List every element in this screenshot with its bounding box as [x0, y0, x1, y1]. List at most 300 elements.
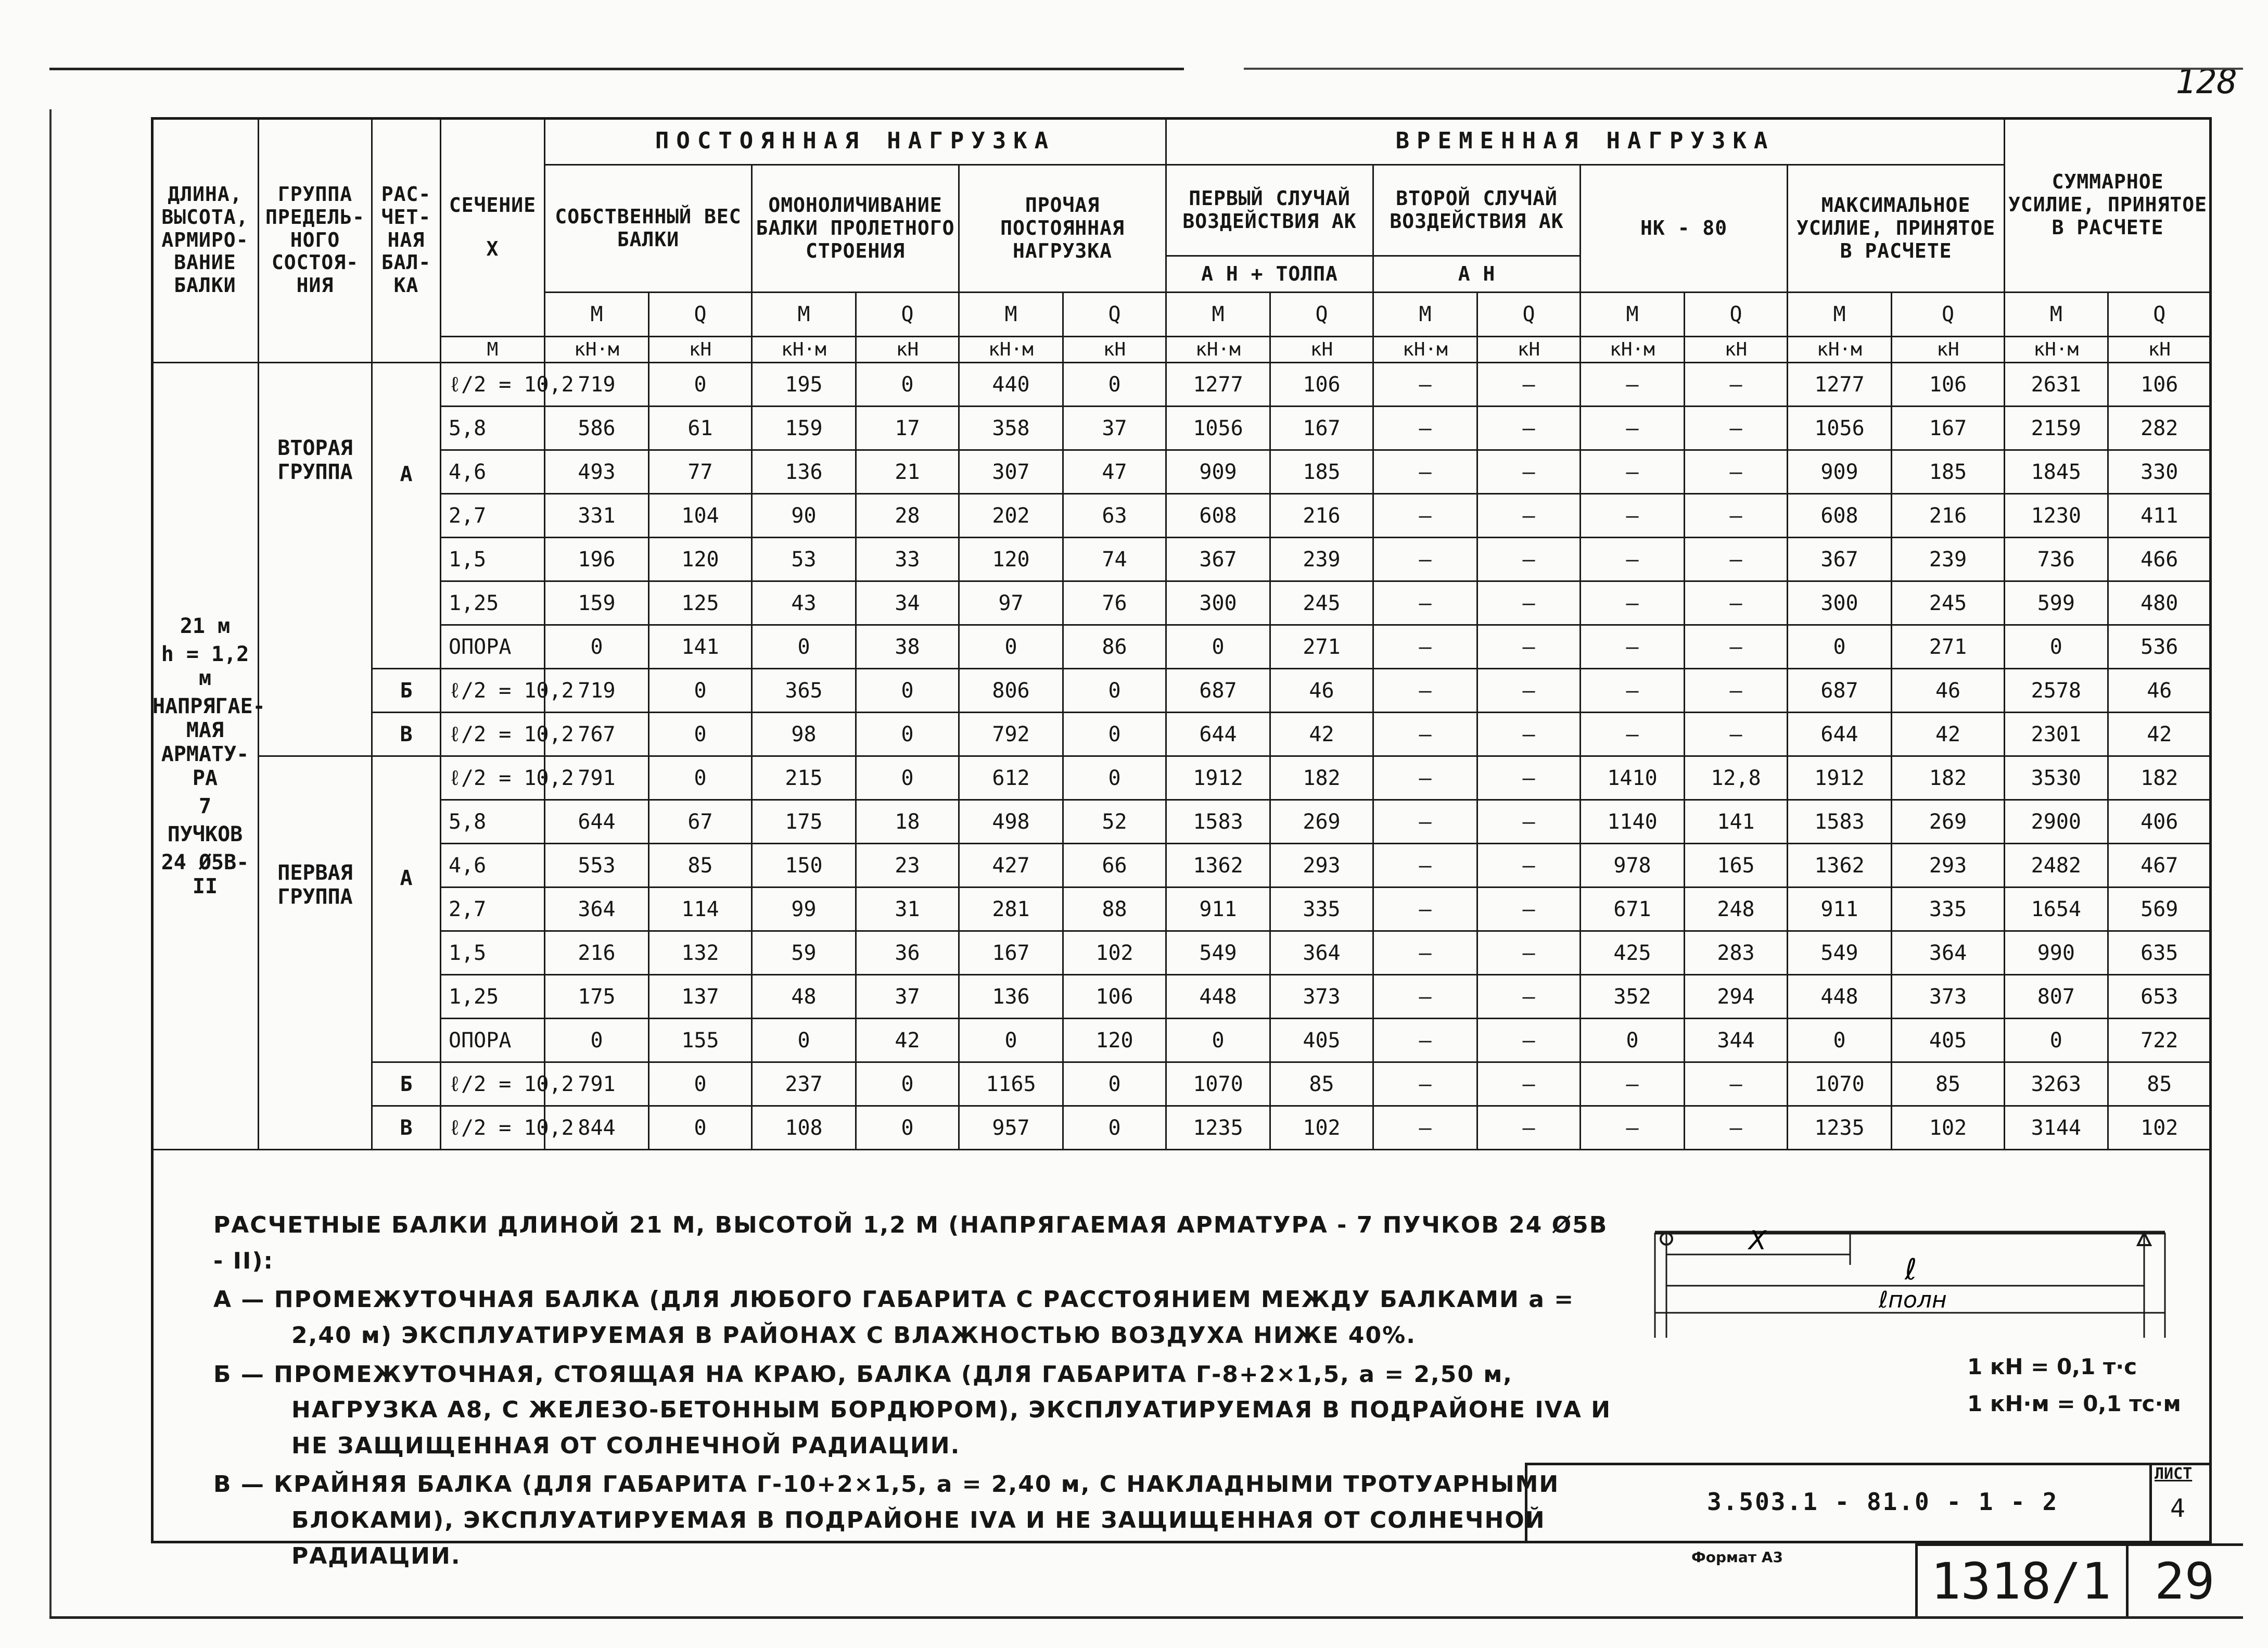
value-cell: — [1581, 363, 1685, 407]
value-cell: 411 [2108, 494, 2211, 538]
value-cell: — [1373, 494, 1477, 538]
value-cell: 66 [1063, 844, 1166, 888]
value-cell: 31 [856, 888, 959, 931]
value-cell: 216 [1892, 494, 2005, 538]
unit-m: кН·м [1373, 337, 1477, 363]
value-cell: 3144 [2005, 1106, 2108, 1150]
beam-v-label: В [372, 1106, 441, 1150]
value-cell: 245 [1270, 581, 1373, 625]
value-cell: 586 [545, 407, 649, 450]
value-cell: 0 [856, 669, 959, 713]
value-cell: 293 [1892, 844, 2005, 888]
table-row [152, 581, 2211, 625]
value-cell: 33 [856, 538, 959, 581]
value-cell: 0 [959, 625, 1063, 669]
value-cell: 0 [1166, 625, 1270, 669]
value-cell: — [1477, 669, 1581, 713]
value-cell: 1912 [1166, 756, 1270, 800]
album-box-divider [2126, 1543, 2129, 1616]
value-cell: — [1685, 538, 1788, 581]
value-cell: 300 [1788, 581, 1892, 625]
value-cell: 182 [1892, 756, 2005, 800]
value-cell: 106 [1270, 363, 1373, 407]
value-cell: 271 [1270, 625, 1373, 669]
value-cell: 335 [1270, 888, 1373, 931]
value-cell: 536 [2108, 625, 2211, 669]
value-cell: 331 [545, 494, 649, 538]
table-row [152, 494, 2211, 538]
value-cell: 300 [1166, 581, 1270, 625]
value-cell: — [1685, 363, 1788, 407]
reinf-type: 24 Ø5В-II [161, 850, 249, 898]
value-cell: 405 [1892, 1019, 2005, 1062]
value-cell: 569 [2108, 888, 2211, 931]
value-cell: — [1685, 407, 1788, 450]
temporary-load-header: ВРЕМЕННАЯ НАГРУЗКА [1166, 118, 2005, 165]
unit-m: кН·м [2005, 337, 2108, 363]
value-cell: 46 [2108, 669, 2211, 713]
unit-q: кН [649, 337, 752, 363]
table-body [152, 363, 2211, 1150]
value-cell: 36 [856, 931, 959, 975]
value-cell: 736 [2005, 538, 2108, 581]
value-cell: 644 [1788, 713, 1892, 756]
value-cell: 719 [545, 363, 649, 407]
value-cell: — [1373, 888, 1477, 931]
span-diagram [1645, 1218, 2196, 1343]
sym-m: M [1788, 293, 1892, 337]
value-cell: 182 [2108, 756, 2211, 800]
value-cell: 687 [1788, 669, 1892, 713]
value-cell: 608 [1166, 494, 1270, 538]
value-cell: 1056 [1788, 407, 1892, 450]
note-beam-a: А — ПРОМЕЖУТОЧНАЯ БАЛКА (ДЛЯ ЛЮБОГО ГАБАРИТА С РАССТОЯНИЕМ МЕЖДУ БАЛКАМИ а = 2,40 м) ЭКСПЛУАТИРУЕМАЯ В РАЙОНАХ С ВЛАЖНОСТЬЮ ВОЗДУХА НИЖЕ 40%. [213, 1286, 1575, 1349]
value-cell: 136 [752, 450, 856, 494]
table-row [152, 625, 2211, 669]
section-cell: 5,8 [441, 800, 545, 844]
section-cell: 2,7 [441, 888, 545, 931]
section-cell: 1,5 [441, 931, 545, 975]
value-cell: — [1477, 713, 1581, 756]
value-cell: 807 [2005, 975, 2108, 1019]
value-cell: — [1581, 669, 1685, 713]
value-cell: 63 [1063, 494, 1166, 538]
value-cell: — [1581, 538, 1685, 581]
value-cell: 167 [959, 931, 1063, 975]
table-row [152, 975, 2211, 1019]
value-cell: — [1477, 1019, 1581, 1062]
value-cell: 367 [1166, 538, 1270, 581]
table-row [152, 800, 2211, 844]
value-cell: 52 [1063, 800, 1166, 844]
value-cell: 77 [649, 450, 752, 494]
value-cell: 2301 [2005, 713, 2108, 756]
sym-q: Q [1270, 293, 1373, 337]
section-cell: 1,25 [441, 975, 545, 1019]
value-cell: 281 [959, 888, 1063, 931]
value-cell: 1912 [1788, 756, 1892, 800]
value-cell: 165 [1685, 844, 1788, 888]
value-cell: 0 [1063, 669, 1166, 713]
value-cell: 2578 [2005, 669, 2108, 713]
section-cell: 2,7 [441, 494, 545, 538]
value-cell: 0 [1063, 713, 1166, 756]
value-cell: — [1373, 450, 1477, 494]
value-cell: 644 [545, 800, 649, 844]
sym-q: Q [1477, 293, 1581, 337]
note-beam-b: Б — ПРОМЕЖУТОЧНАЯ, СТОЯЩАЯ НА КРАЮ, БАЛКА (ДЛЯ ГАБАРИТА Г-8+2×1,5, а = 2,50 м, НАГРУЗКА А8, С ЖЕЛЕЗО-БЕТОННЫМ БОРДЮРОМ), ЭКСПЛУАТИРУЕМАЯ В ПОДРАЙОНЕ IVА И НЕ ЗАЩИЩЕННАЯ ОТ СОЛНЕЧНОЙ РАДИАЦИИ. [213, 1361, 1612, 1459]
unit-q: кН [1063, 337, 1166, 363]
value-cell: 791 [545, 1062, 649, 1106]
value-cell: 0 [1063, 1062, 1166, 1106]
value-cell: 0 [2005, 625, 2108, 669]
value-cell: 37 [1063, 407, 1166, 450]
sym-q: Q [856, 293, 959, 337]
value-cell: 549 [1788, 931, 1892, 975]
value-cell: 269 [1892, 800, 2005, 844]
value-cell: 271 [1892, 625, 2005, 669]
value-cell: 34 [856, 581, 959, 625]
value-cell: 1140 [1581, 800, 1685, 844]
sym-m: M [1373, 293, 1477, 337]
own-weight-header: СОБСТВЕННЫЙ ВЕС БАЛКИ [545, 165, 752, 293]
value-cell: 909 [1788, 450, 1892, 494]
unit-q: кН [1270, 337, 1373, 363]
value-cell: 282 [2108, 407, 2211, 450]
section-cell: ℓ/2 = 10,2 [441, 669, 545, 713]
value-cell: 352 [1581, 975, 1685, 1019]
value-cell: 644 [1166, 713, 1270, 756]
value-cell: 358 [959, 407, 1063, 450]
value-cell: 216 [1270, 494, 1373, 538]
value-cell: 307 [959, 450, 1063, 494]
value-cell: — [1477, 888, 1581, 931]
case1-header: ПЕРВЫЙ СЛУЧАЙ ВОЗДЕЙСТВИЯ АК [1166, 165, 1373, 256]
value-cell: — [1477, 407, 1581, 450]
value-cell: 653 [2108, 975, 2211, 1019]
value-cell: 182 [1270, 756, 1373, 800]
value-cell: — [1477, 625, 1581, 669]
value-cell: 344 [1685, 1019, 1788, 1062]
value-cell: 480 [2108, 581, 2211, 625]
notes-block [213, 1208, 1619, 1577]
value-cell: — [1477, 756, 1581, 800]
value-cell: 102 [1892, 1106, 2005, 1150]
value-cell: 132 [649, 931, 752, 975]
value-cell: 806 [959, 669, 1063, 713]
beam-a-label: А [372, 363, 441, 669]
unit-conversion [1967, 1348, 2181, 1423]
table-row [152, 538, 2211, 581]
value-cell: 1583 [1788, 800, 1892, 844]
unit-m: кН·м [959, 337, 1063, 363]
value-cell: 330 [2108, 450, 2211, 494]
value-cell: 85 [1270, 1062, 1373, 1106]
value-cell: 167 [1892, 407, 2005, 450]
value-cell: — [1581, 1106, 1685, 1150]
beam-b-label: Б [372, 1062, 441, 1106]
value-cell: 1845 [2005, 450, 2108, 494]
value-cell: 269 [1270, 800, 1373, 844]
unit-q: кН [1477, 337, 1581, 363]
value-cell: 88 [1063, 888, 1166, 931]
value-cell: 104 [649, 494, 752, 538]
value-cell: 1165 [959, 1062, 1063, 1106]
value-cell: 608 [1788, 494, 1892, 538]
loads-table [151, 117, 2212, 1150]
value-cell: — [1581, 625, 1685, 669]
sym-q: Q [649, 293, 752, 337]
value-cell: 125 [649, 581, 752, 625]
value-cell: — [1373, 669, 1477, 713]
value-cell: 722 [2108, 1019, 2211, 1062]
drawing-code: 3.503.1 - 81.0 - 1 - 2 [1707, 1488, 2059, 1516]
value-cell: — [1685, 713, 1788, 756]
value-cell: — [1373, 1062, 1477, 1106]
unit-knm: 1 кН·м = 0,1 тс·м [1967, 1391, 2181, 1417]
value-cell: — [1373, 931, 1477, 975]
value-cell: 2159 [2005, 407, 2108, 450]
value-cell: 1410 [1581, 756, 1685, 800]
unit-q: кН [2108, 337, 2211, 363]
col-length-header: ДЛИНА, ВЫСОТА, АРМИРО-ВАНИЕ БАЛКИ [152, 118, 259, 363]
value-cell: 106 [2108, 363, 2211, 407]
value-cell: 635 [2108, 931, 2211, 975]
value-cell: 0 [752, 625, 856, 669]
top-rule-right [1244, 68, 2243, 70]
value-cell: 1235 [1788, 1106, 1892, 1150]
value-cell: 909 [1166, 450, 1270, 494]
value-cell: — [1373, 625, 1477, 669]
value-cell: 0 [856, 1106, 959, 1150]
group-second: ВТОРАЯ ГРУППА [259, 363, 372, 756]
value-cell: 175 [752, 800, 856, 844]
case1-sub-header: А Н + ТОЛПА [1166, 256, 1373, 293]
section-x-label: X [486, 237, 499, 260]
unit-m: кН·м [752, 337, 856, 363]
value-cell: 791 [545, 756, 649, 800]
value-cell: — [1581, 581, 1685, 625]
value-cell: — [1477, 1062, 1581, 1106]
value-cell: — [1685, 669, 1788, 713]
page-number: 128 [2175, 61, 2238, 102]
case2-header: ВТОРОЙ СЛУЧАЙ ВОЗДЕЙСТВИЯ АК [1373, 165, 1581, 256]
value-cell: 216 [545, 931, 649, 975]
notes-intro: РАСЧЕТНЫЕ БАЛКИ ДЛИНОЙ 21 М, ВЫСОТОЙ 1,2 М (НАПРЯГАЕМАЯ АРМАТУРА - 7 ПУЧКОВ 24 Ø5В - II): [213, 1212, 1608, 1274]
value-cell: 0 [545, 1019, 649, 1062]
value-cell: 425 [1581, 931, 1685, 975]
dim-l-full-label: ℓполн [1879, 1287, 1947, 1313]
unit-q: кН [1685, 337, 1788, 363]
value-cell: 990 [2005, 931, 2108, 975]
value-cell: 159 [545, 581, 649, 625]
value-cell: 23 [856, 844, 959, 888]
value-cell: 0 [856, 363, 959, 407]
value-cell: 38 [856, 625, 959, 669]
value-cell: — [1685, 494, 1788, 538]
value-cell: 1277 [1166, 363, 1270, 407]
beam-b-label: Б [372, 669, 441, 713]
section-cell: 5,8 [441, 407, 545, 450]
value-cell: 1583 [1166, 800, 1270, 844]
format-label: Формат А3 [1691, 1549, 1783, 1566]
value-cell: 0 [649, 363, 752, 407]
value-cell: 0 [752, 1019, 856, 1062]
value-cell: 283 [1685, 931, 1788, 975]
value-cell: 612 [959, 756, 1063, 800]
value-cell: — [1477, 1106, 1581, 1150]
value-cell: 2631 [2005, 363, 2108, 407]
table-row [152, 363, 2211, 407]
value-cell: 3530 [2005, 756, 2108, 800]
value-cell: — [1373, 756, 1477, 800]
value-cell: — [1581, 713, 1685, 756]
value-cell: — [1685, 625, 1788, 669]
max-force-header: МАКСИМАЛЬНОЕ УСИЛИЕ, ПРИНЯТОЕ В РАСЧЕТЕ [1788, 165, 2005, 293]
value-cell: 1362 [1166, 844, 1270, 888]
value-cell: — [1685, 1062, 1788, 1106]
beam-spec-cell [152, 363, 265, 1150]
value-cell: 493 [545, 450, 649, 494]
project-number: 1318/1 [1931, 1552, 2111, 1611]
value-cell: 0 [649, 713, 752, 756]
sym-m: M [1581, 293, 1685, 337]
value-cell: 1654 [2005, 888, 2108, 931]
value-cell: 99 [752, 888, 856, 931]
beam-length: 21 м [180, 614, 231, 638]
value-cell: 335 [1892, 888, 2005, 931]
value-cell: 42 [2108, 713, 2211, 756]
value-cell: 239 [1892, 538, 2005, 581]
value-cell: 245 [1892, 581, 2005, 625]
value-cell: — [1477, 975, 1581, 1019]
table-row [152, 669, 2211, 713]
value-cell: 106 [1892, 363, 2005, 407]
unit-m: кН·м [1788, 337, 1892, 363]
value-cell: 102 [1063, 931, 1166, 975]
value-cell: 195 [752, 363, 856, 407]
value-cell: 427 [959, 844, 1063, 888]
value-cell: 0 [545, 625, 649, 669]
value-cell: 0 [1063, 756, 1166, 800]
value-cell: 97 [959, 581, 1063, 625]
unit-kn: 1 кН = 0,1 т·с [1967, 1354, 2137, 1379]
value-cell: 237 [752, 1062, 856, 1106]
beam-v-label: В [372, 713, 441, 756]
value-cell: 185 [1892, 450, 2005, 494]
value-cell: 28 [856, 494, 959, 538]
album-page: 29 [2155, 1552, 2215, 1611]
value-cell: — [1685, 1106, 1788, 1150]
value-cell: 21 [856, 450, 959, 494]
value-cell: 159 [752, 407, 856, 450]
value-cell: 1056 [1166, 407, 1270, 450]
value-cell: 406 [2108, 800, 2211, 844]
value-cell: 74 [1063, 538, 1166, 581]
sym-q: Q [1892, 293, 2005, 337]
value-cell: — [1581, 1062, 1685, 1106]
value-cell: — [1373, 407, 1477, 450]
table-row [152, 931, 2211, 975]
value-cell: 202 [959, 494, 1063, 538]
dim-l-label: ℓ [1905, 1253, 1917, 1287]
value-cell: 687 [1166, 669, 1270, 713]
value-cell: — [1477, 538, 1581, 581]
value-cell: 671 [1581, 888, 1685, 931]
value-cell: 405 [1270, 1019, 1373, 1062]
value-cell: 0 [1788, 625, 1892, 669]
value-cell: 37 [856, 975, 959, 1019]
value-cell: 0 [649, 1106, 752, 1150]
value-cell: 136 [959, 975, 1063, 1019]
unit-q: кН [856, 337, 959, 363]
value-cell: — [1373, 844, 1477, 888]
value-cell: 215 [752, 756, 856, 800]
value-cell: 248 [1685, 888, 1788, 931]
value-cell: 0 [2005, 1019, 2108, 1062]
value-cell: — [1477, 363, 1581, 407]
sym-m: M [1166, 293, 1270, 337]
value-cell: 466 [2108, 538, 2211, 581]
table-row [152, 1106, 2211, 1150]
value-cell: — [1373, 975, 1477, 1019]
value-cell: 373 [1270, 975, 1373, 1019]
value-cell: 1230 [2005, 494, 2108, 538]
value-cell: 167 [1270, 407, 1373, 450]
unit-m: кН·м [1166, 337, 1270, 363]
section-cell: ℓ/2 = 10,2 [441, 363, 545, 407]
value-cell: 367 [1788, 538, 1892, 581]
value-cell: 120 [959, 538, 1063, 581]
value-cell: 46 [1892, 669, 2005, 713]
value-cell: 185 [1270, 450, 1373, 494]
sheet-label: ЛИСТ [2155, 1465, 2193, 1483]
value-cell: — [1373, 800, 1477, 844]
value-cell: 98 [752, 713, 856, 756]
note-beam-v: В — КРАЙНЯЯ БАЛКА (ДЛЯ ГАБАРИТА Г-10+2×1,5, а = 2,40 м, С НАКЛАДНЫМИ ТРОТУАРНЫМИ БЛОКАМИ), ЭКСПЛУАТИРУЕМАЯ В ПОДРАЙОНЕ IVА И НЕ ЗАЩИЩЕННАЯ ОТ СОЛНЕЧНОЙ РАДИАЦИИ. [213, 1471, 1560, 1569]
table-row [152, 713, 2211, 756]
reinf-count: 7 [198, 794, 212, 818]
value-cell: — [1581, 494, 1685, 538]
section-cell: 1,25 [441, 581, 545, 625]
value-cell: — [1477, 494, 1581, 538]
value-cell: 1235 [1166, 1106, 1270, 1150]
value-cell: — [1685, 581, 1788, 625]
value-cell: 364 [545, 888, 649, 931]
value-cell: 155 [649, 1019, 752, 1062]
table-row [152, 888, 2211, 931]
value-cell: 141 [649, 625, 752, 669]
value-cell: 46 [1270, 669, 1373, 713]
value-cell: 141 [1685, 800, 1788, 844]
col-group-header: ГРУППА ПРЕДЕЛЬ-НОГО СОСТОЯ-НИЯ [259, 118, 372, 363]
value-cell: — [1373, 1019, 1477, 1062]
value-cell: 61 [649, 407, 752, 450]
nk80-header: НК - 80 [1581, 165, 1788, 293]
value-cell: 239 [1270, 538, 1373, 581]
value-cell: 150 [752, 844, 856, 888]
sym-m: M [752, 293, 856, 337]
table-row [152, 844, 2211, 888]
reinf-label: НАПРЯГАЕ-МАЯ АРМАТУ-РА [152, 694, 265, 790]
value-cell: 175 [545, 975, 649, 1019]
sym-m: M [2005, 293, 2108, 337]
value-cell: 102 [1270, 1106, 1373, 1150]
value-cell: 42 [1270, 713, 1373, 756]
value-cell: 108 [752, 1106, 856, 1150]
section-cell: 4,6 [441, 844, 545, 888]
left-rule [49, 109, 52, 1619]
